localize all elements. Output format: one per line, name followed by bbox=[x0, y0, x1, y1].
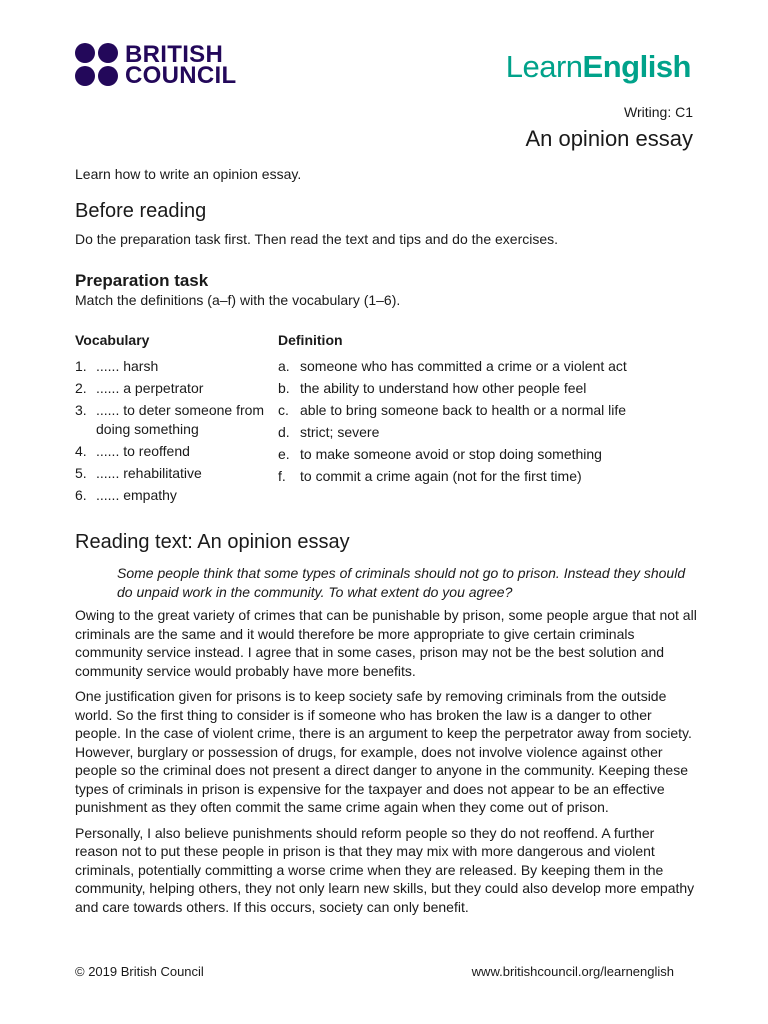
before-reading-text: Do the preparation task first. Then read the text and tips and do the exercises. bbox=[75, 231, 559, 247]
logo-learn: Learn bbox=[505, 49, 583, 84]
preparation-text: Match the definitions (a–f) with the vocabulary (1–6). bbox=[75, 292, 401, 308]
page-title: An opinion essay bbox=[525, 126, 693, 151]
definition-item: e. to make someone avoid or stop doing something bbox=[278, 446, 602, 462]
intro-text: Learn how to write an opinion essay. bbox=[75, 166, 302, 182]
definition-item: b. the ability to understand how other people feel bbox=[278, 380, 587, 396]
essay-paragraph: Owing to the great variety of crimes that can be punishable by prison, some people argue that not all criminals are the same and it would therefore be more appropriate to give certain criminals community service instead. I agree that in some cases, prison may not be the best solution and community service would probably have more benefits. bbox=[75, 607, 697, 679]
british-council-logo bbox=[75, 40, 237, 89]
reading-heading: Reading text: An opinion essay bbox=[75, 531, 350, 553]
essay-paragraph: Personally, I also believe punishments should reform people so they do not reoffend. A further reason not to put these people in prison is that they may mix with more dangerous and violent criminals, potentially committing a worse crime when they are released. By keeping them in the community, helping others, they not only learn new skills, but they could also develop more empathy and care towards others. If this occurs, society can only benefit. bbox=[75, 824, 695, 915]
vocabulary-heading: Vocabulary bbox=[75, 332, 150, 348]
learnenglish-logo bbox=[506, 49, 691, 85]
vocab-item: 4. ...... to reoffend bbox=[75, 443, 190, 459]
footer-url[interactable]: www.britishcouncil.org/learnenglish bbox=[471, 964, 674, 979]
essay-paragraph: One justification given for prisons is to keep society safe by removing criminals from the outside world. So the first thing to consider is if someone who has broken the law is a danger to other people. In the case of violent crime, there is an argument to keep the perpetrator away from society. However, burglary or possession of drugs, for example, does not involve violence against other people so the criminal does not present a direct danger to anyone in the community. Keeping these types of criminals in prison is expensive for the taxpayer and does not appear to be an effective punishment as they often commit the same crime again when they come out of prison. bbox=[75, 688, 692, 815]
footer-copyright: © 2019 British Council bbox=[75, 964, 204, 979]
logo-dots-icon bbox=[75, 43, 118, 86]
level-label: Writing: C1 bbox=[624, 104, 693, 120]
definition-item: f. to commit a crime again (not for the first time) bbox=[278, 468, 582, 484]
definition-item: c. able to bring someone back to health or a normal life bbox=[278, 402, 627, 418]
logo-line-1: BRITISH bbox=[125, 40, 224, 68]
before-reading-heading: Before reading bbox=[75, 200, 207, 222]
definition-list bbox=[278, 357, 678, 489]
definition-item: a. someone who has committed a crime or a violent act bbox=[278, 358, 627, 374]
preparation-heading: Preparation task bbox=[75, 271, 209, 290]
vocab-item: 5. ...... rehabilitative bbox=[75, 465, 202, 481]
essay-body bbox=[75, 606, 697, 923]
vocabulary-list bbox=[75, 357, 265, 508]
vocab-item: 1. ...... harsh bbox=[75, 358, 159, 374]
essay-question: Some people think that some types of criminals should not go to prison. Instead they should do unpaid work in the community. To what extent do you agree? bbox=[117, 565, 686, 600]
vocab-item: 2. ...... a perpetrator bbox=[75, 380, 204, 396]
logo-english: English bbox=[582, 49, 691, 84]
vocab-item: 6. ...... empathy bbox=[75, 487, 177, 503]
definition-heading: Definition bbox=[278, 332, 343, 348]
vocab-item: 3. ...... to deter someone from doing something bbox=[75, 402, 265, 437]
definition-item: d. strict; severe bbox=[278, 424, 380, 440]
logo-line-2: COUNCIL bbox=[125, 61, 237, 89]
